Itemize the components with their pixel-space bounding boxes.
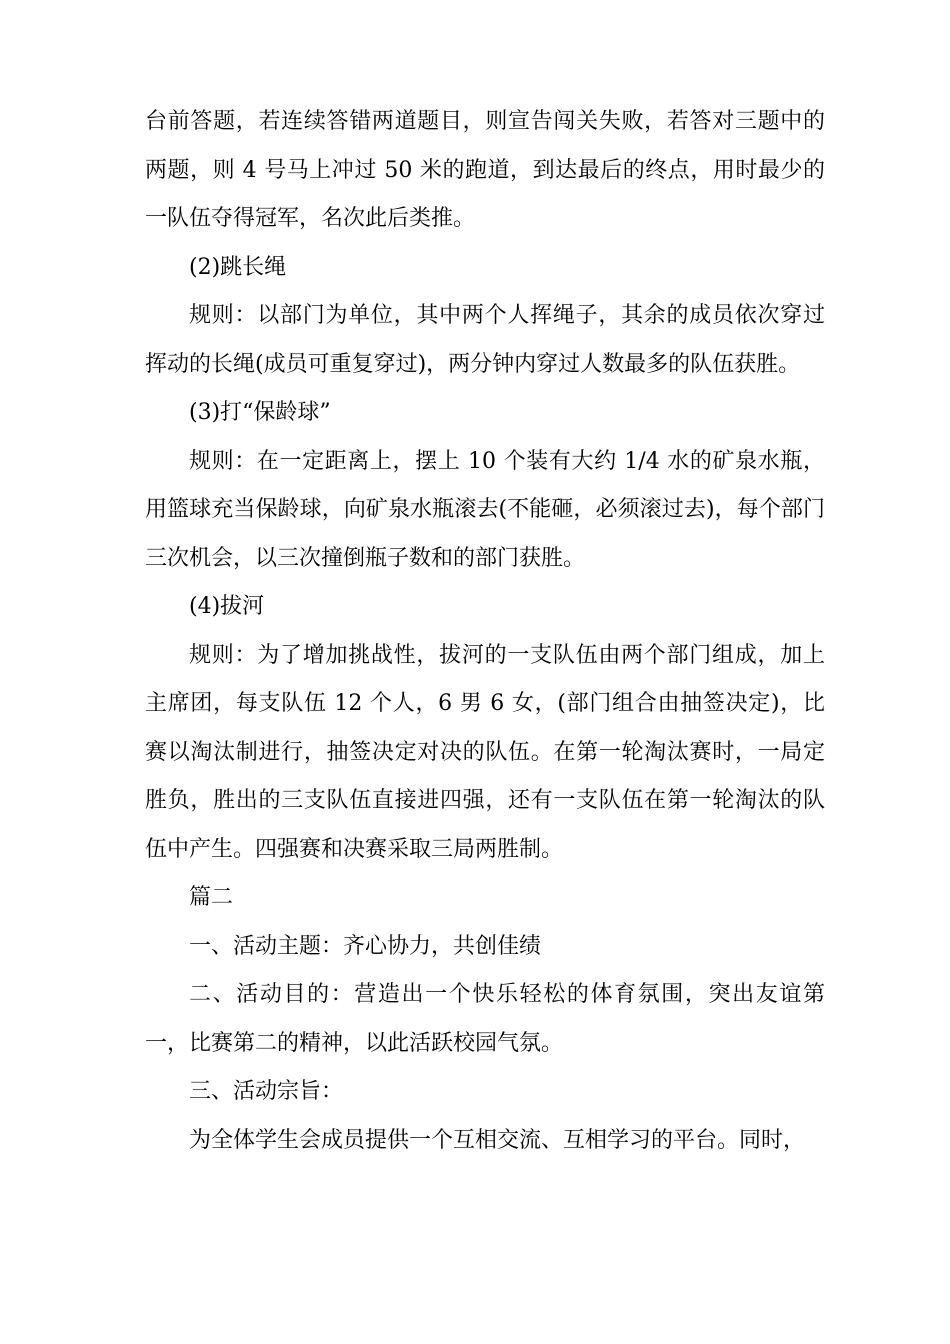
- section-heading: (3)打“保龄球”: [189, 400, 331, 425]
- paragraph: 规则：在一定距离上，摆上 10 个装有大约 1/4 水的矿泉水瓶，用篮球充当保龄球，向矿泉水瓶滚去(不能砸，必须滚过去)，每个部门三次机会，以三次撞倒瓶子数和的部门获胜。: [145, 448, 825, 571]
- section-heading: (2)跳长绳: [189, 254, 287, 280]
- document-body: [145, 98, 825, 1165]
- paragraph: 台前答题，若连续答错两道题目，则宣告闯关失败，若答对三题中的两题，则 4 号马上冲过 50 米的跑道，到达最后的终点，用时最少的一队伍夺得冠军，名次此后类推。: [145, 109, 825, 231]
- paragraph: 一、活动主题：齐心协力，共创佳绩: [189, 933, 542, 959]
- chapter-heading: 篇二: [189, 885, 234, 910]
- paragraph: 规则：为了增加挑战性，拔河的一支队伍由两个部门组成，加上主席团，每支队伍 12 个人，6 男 6 女，(部门组合由抽签决定)，比赛以淘汰制进行，抽签决定对决的队伍。在第一轮淘汰赛时，一局定胜负，胜出的三支队伍直接进四强，还有一支队伍在第一轮淘汰的队伍中产生。四强赛和决赛采取三局两胜制。: [145, 642, 825, 862]
- paragraph: 二、活动目的：营造出一个快乐轻松的体育氛围，突出友谊第一，比赛第二的精神，以此活跃校园气氛。: [145, 982, 825, 1056]
- paragraph: 三、活动宗旨：: [189, 1079, 344, 1104]
- paragraph: 规则：以部门为单位，其中两个人挥绳子，其余的成员依次穿过挥动的长绳(成员可重复穿过)，两分钟内穿过人数最多的队伍获胜。: [145, 303, 825, 377]
- paragraph: 为全体学生会成员提供一个互相交流、互相学习的平台。同时，: [189, 1127, 806, 1153]
- section-heading: (4)拔河: [189, 594, 265, 619]
